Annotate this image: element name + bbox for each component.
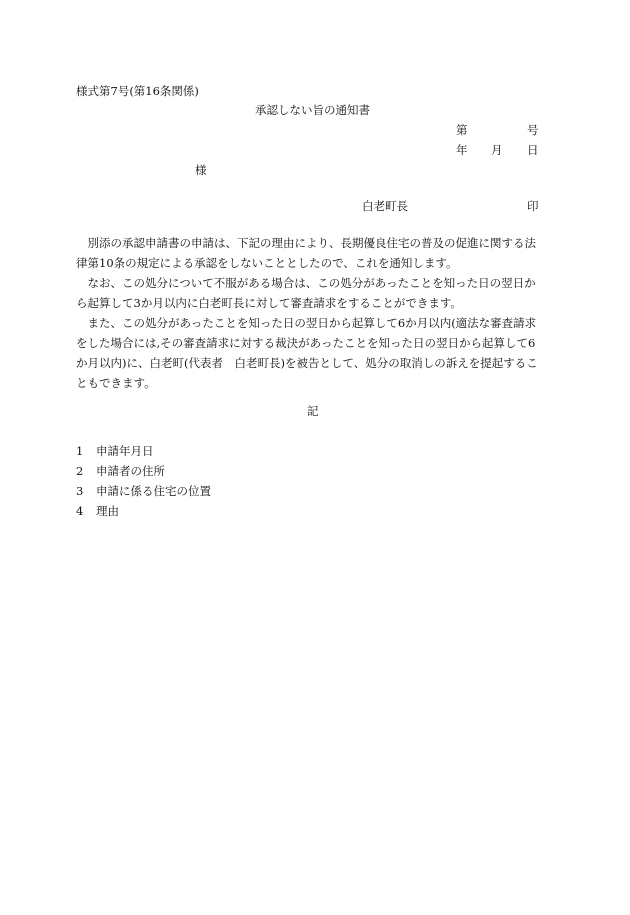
seal-mark: 印 bbox=[527, 199, 539, 213]
date-month: 月 bbox=[491, 143, 503, 157]
body-line: ともできます。 bbox=[76, 376, 156, 390]
body-line: ら起算して3か月以内に白老町長に対して審査請求をすることができます。 bbox=[76, 296, 462, 310]
body-line: をした場合には,その審査請求に対する裁決があったことを知った日の翌日から起算して6 bbox=[76, 336, 536, 350]
addressee-suffix: 様 bbox=[195, 163, 207, 177]
list-item: 1 申請年月日 bbox=[76, 444, 154, 458]
body-line: 律第10条の規定による承認をしないこととしたので、これを通知します。 bbox=[76, 256, 458, 270]
form-label: 様式第7号(第16条関係) bbox=[76, 84, 199, 98]
notice-body bbox=[76, 233, 548, 393]
item-list bbox=[76, 441, 211, 521]
date-year: 年 bbox=[456, 143, 468, 157]
list-item: 4 理由 bbox=[76, 504, 119, 518]
body-line: また、この処分があったことを知った日の翌日から起算して6か月以内(適法な審査請求 bbox=[76, 316, 537, 330]
body-line: か月以内)に、白老町(代表者 白老町長)を被告として、処分の取消しの訴えを提起するこ bbox=[76, 356, 538, 370]
date-day: 日 bbox=[527, 143, 539, 157]
document-title: 承認しない旨の通知書 bbox=[255, 103, 370, 117]
ki-heading: 記 bbox=[307, 404, 319, 418]
body-line: 別添の承認申請書の申請は、下記の理由により、長期優良住宅の普及の促進に関する法 bbox=[76, 236, 536, 250]
sender-name: 白老町長 bbox=[362, 199, 408, 213]
list-item: 3 申請に係る住宅の位置 bbox=[76, 484, 211, 498]
number-suffix: 号 bbox=[527, 123, 539, 137]
list-item: 2 申請者の住所 bbox=[76, 464, 165, 478]
body-line: なお、この処分について不服がある場合は、この処分があったことを知った日の翌日か bbox=[76, 276, 536, 290]
number-prefix: 第 bbox=[456, 123, 468, 137]
